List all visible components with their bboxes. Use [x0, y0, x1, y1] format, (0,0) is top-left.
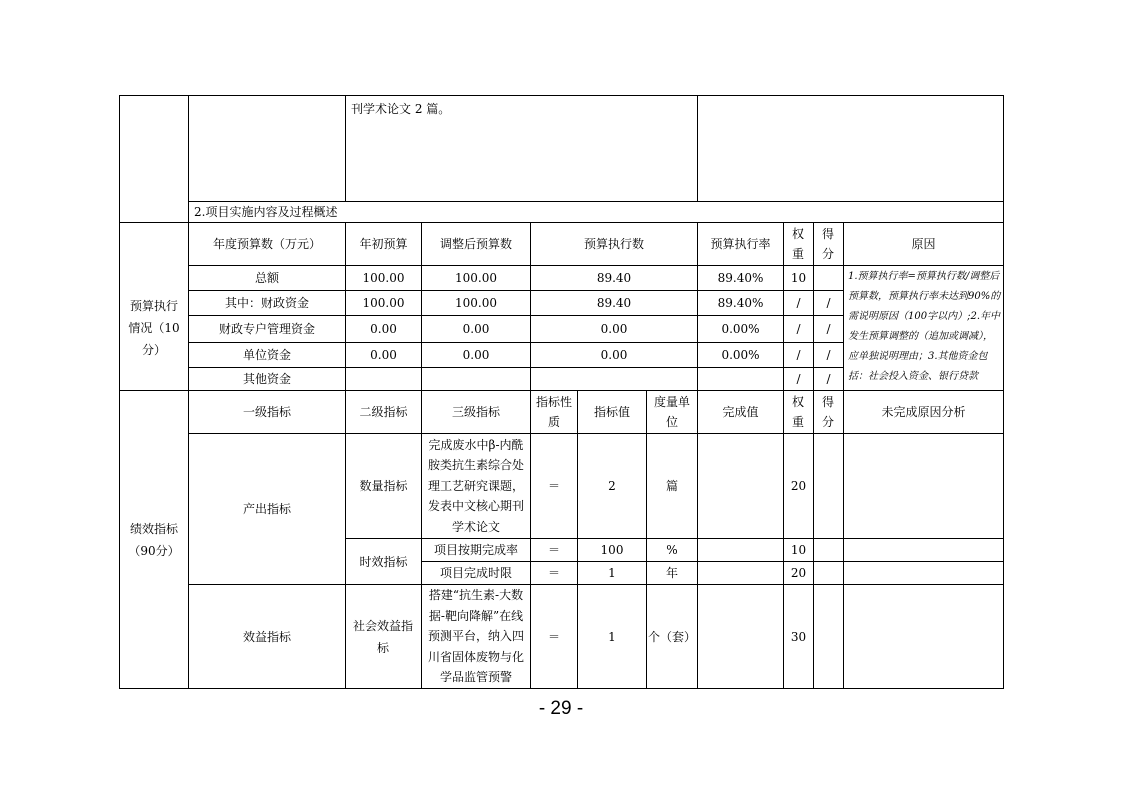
budget-header-score: 得分: [821, 227, 834, 261]
budget-row-weight: /: [796, 322, 801, 336]
budget-row-executed: 89.40: [596, 296, 632, 310]
quantity-done: [698, 434, 783, 538]
budget-row-executed: 89.40: [596, 271, 632, 285]
timeliness-indicator-text: 项目完成时限: [439, 566, 512, 580]
quantity-indicator-label: 数量指标: [359, 479, 408, 493]
performance-section-label: 绩效指标（90分）: [128, 521, 180, 558]
perf-header-level3: 三级指标: [451, 405, 500, 419]
budget-row-adjusted: 100.00: [455, 296, 497, 310]
timeliness-done: [698, 562, 783, 584]
budget-header-weight: 权重: [791, 227, 804, 261]
quantity-indicator-text: 完成废水中β-内酰胺类抗生素综合处理工艺研究课题，发表中文核心期刊学术论文: [427, 437, 524, 534]
timeliness-value: 100: [600, 543, 624, 557]
budget-row-weight: /: [796, 296, 801, 310]
budget-row-initial: 0.00: [370, 322, 397, 336]
budget-row-score: /: [826, 296, 831, 310]
perf-header-done: 完成值: [722, 405, 759, 419]
budget-header-executed: 预算执行数: [583, 237, 644, 251]
budget-row-rate: 0.00%: [721, 348, 760, 362]
timeliness-nature: ＝: [547, 543, 560, 557]
page-number: - 29 -: [538, 698, 584, 719]
perf-header-level1: 一级指标: [242, 405, 291, 419]
budget-row-adjusted: 100.00: [455, 271, 497, 285]
perf-header-score: 得分: [821, 395, 834, 429]
perf-header-value: 指标值: [593, 405, 630, 419]
benefit-indicator-label: 效益指标: [242, 629, 291, 644]
budget-header-reason: 原因: [911, 237, 936, 251]
budget-row-rate: 89.40%: [717, 271, 764, 285]
budget-row-name: 其中：财政资金: [224, 296, 309, 310]
quantity-value: 2: [608, 479, 616, 493]
perf-header-level2: 二级指标: [359, 405, 408, 419]
budget-header-rate: 预算执行率: [710, 237, 771, 251]
budget-row-score: /: [826, 322, 831, 336]
timeliness-value: 1: [608, 566, 616, 580]
budget-row-name: 财政专户管理资金: [218, 322, 315, 336]
timeliness-indicator-text: 项目按期完成率: [433, 543, 518, 557]
budget-section-label: 预算执行情况（10分）: [128, 299, 180, 357]
quantity-nature: ＝: [547, 479, 560, 493]
budget-row-executed: [531, 368, 697, 390]
budget-header-adjusted: 调整后预算数: [439, 237, 512, 251]
output-indicator-label: 产出指标: [242, 502, 291, 516]
social-nature: ＝: [547, 629, 560, 644]
budget-reason-note: 1.预算执行率=预算执行数/调整后预算数，预算执行率未达到90%的需说明原因（100字以内）;2.年中发生预算调整的（追加或调减），应单独说明理由；3.其他资金包括：社会投入资金、银行贷款: [848, 271, 1001, 382]
social-done: [698, 585, 783, 688]
budget-row-adjusted: 0.00: [462, 322, 490, 336]
project-content-text: 刊学术论文 2 篇。: [351, 102, 451, 116]
budget-header-initial: 年初预算: [359, 237, 408, 251]
budget-row-score: /: [826, 372, 831, 386]
budget-header-annual: 年度预算数（万元）: [212, 237, 321, 251]
perf-header-unit: 度量单位: [653, 395, 690, 429]
timeliness-done: [698, 539, 783, 561]
budget-row-name: 总额: [254, 271, 279, 285]
section-2-label: 2.项目实施内容及过程概述: [194, 205, 338, 219]
social-value: 1: [608, 629, 616, 644]
budget-row-name: 其他资金: [242, 372, 291, 386]
budget-row-name: 单位资金: [242, 348, 291, 362]
budget-row-rate: 0.00%: [721, 322, 760, 336]
budget-row-initial: 0.00: [370, 348, 397, 362]
quantity-weight: 20: [790, 479, 807, 493]
budget-row-rate: 89.40%: [717, 296, 764, 310]
timeliness-unit: 年: [665, 566, 678, 580]
timeliness-unit: %: [666, 543, 678, 557]
social-unit: 个（套）: [647, 629, 696, 644]
timeliness-nature: ＝: [547, 566, 560, 580]
budget-row-executed: 0.00: [600, 348, 628, 362]
social-benefit-indicator-text: 搭建“抗生素-大数据-靶向降解”在线预测平台，纳入四川省固体废物与化学品监管预警: [427, 588, 524, 685]
quantity-unit: 篇: [665, 479, 678, 493]
budget-row-weight: /: [796, 372, 801, 386]
perf-header-weight: 权重: [791, 395, 804, 429]
budget-row-score: [814, 266, 843, 290]
timeliness-weight: 20: [790, 566, 807, 580]
budget-row-adjusted: 0.00: [462, 348, 490, 362]
budget-row-score: /: [826, 348, 831, 362]
social-benefit-label: 社会效益指标: [352, 618, 413, 655]
budget-row-weight: 10: [790, 271, 807, 285]
perf-header-analysis: 未完成原因分析: [881, 405, 966, 419]
social-weight: 30: [790, 629, 807, 644]
perf-header-nature: 指标性质: [535, 395, 572, 429]
budget-row-rate: [698, 368, 783, 390]
budget-row-initial: [346, 368, 421, 390]
budget-row-adjusted: [422, 368, 530, 390]
budget-row-initial: 100.00: [362, 271, 405, 285]
budget-row-initial: 100.00: [362, 296, 405, 310]
budget-row-weight: /: [796, 348, 801, 362]
timeliness-weight: 10: [790, 543, 807, 557]
budget-row-executed: 0.00: [600, 322, 628, 336]
timeliness-indicator-label: 时效指标: [359, 554, 408, 569]
